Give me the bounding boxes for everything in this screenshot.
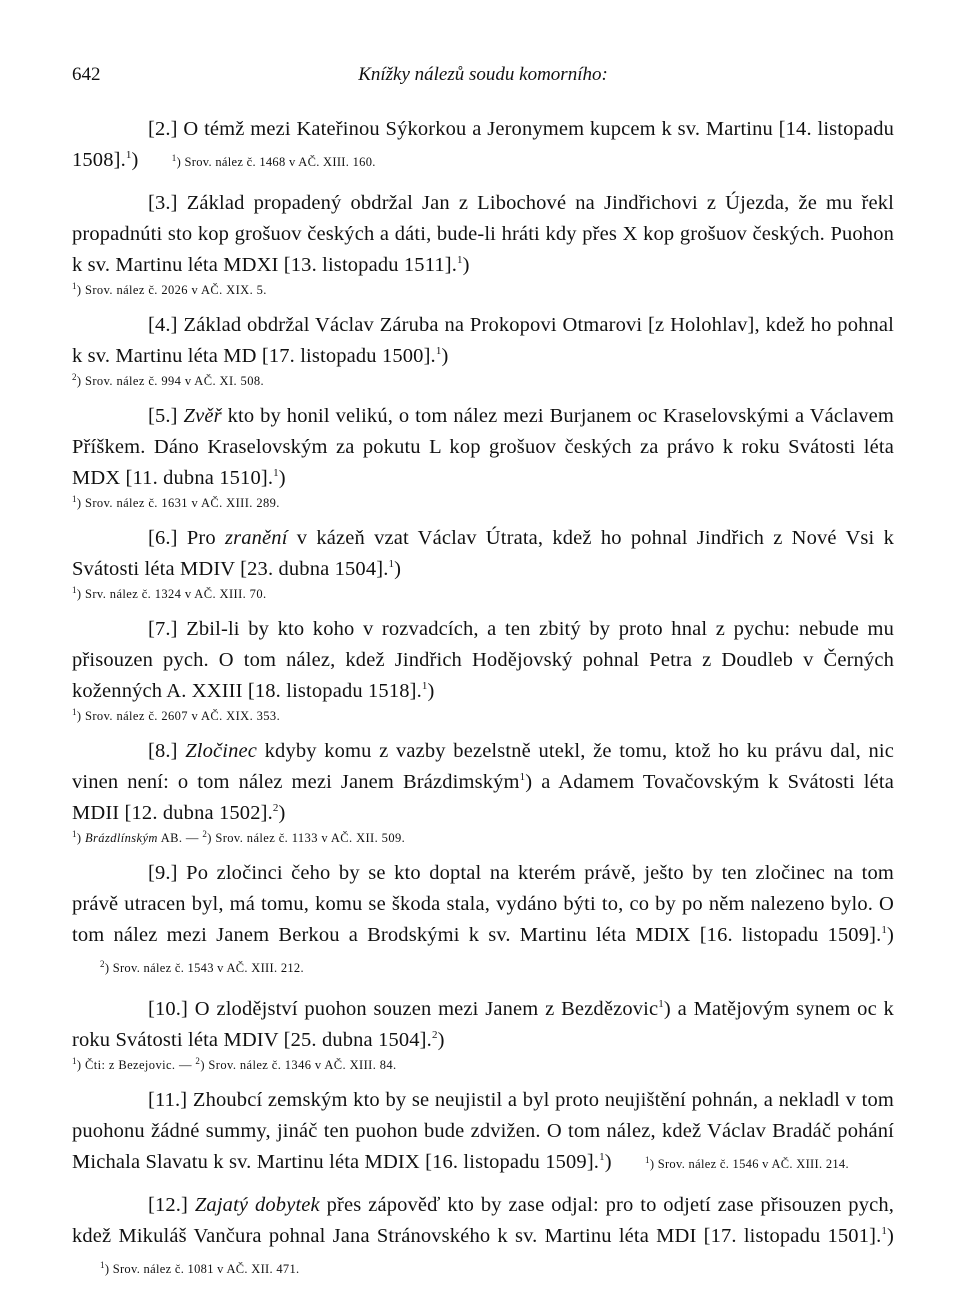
- footnote: $^1$) Srv. nález č. 1324 v AČ. XIII. 70.: [72, 584, 267, 601]
- entry-number: [5.]: [148, 405, 178, 427]
- entry-number: [11.]: [148, 1089, 188, 1111]
- entry-text: Základ obdržal Václav Záruba na Prokopovi Otmarovi [z Holohlav], kdež ho pohnal k sv. Martinu léta MD [17. listopadu 1500].: [72, 314, 894, 367]
- entry-number: [10.]: [148, 998, 189, 1020]
- footnote-ref: 1: [658, 998, 664, 1011]
- footnote-ref: 1: [457, 254, 463, 267]
- page: [72, 64, 894, 1295]
- entry-2: [2.] O témž mezi Kateřinou Sýkorkou a Jeronymem kupcem k sv. Martinu [14. listopadu 1508].$^1$) $^1$) Srov. nález č. 1468 v AČ. XIII. 160.: [72, 118, 894, 171]
- entry-text: kto by honil velikú, o tom nález mezi Burjanem oc Kraselovskými a Václavem Příškem. Dáno Kraselovským za pokutu L kop grošuov českých za právo k roku Svátosti léta MDX [11. dubna 1510].: [72, 405, 895, 489]
- footnote: $^1$) Brázdlínským AB. — $^2$) Srov. nález č. 1133 v AČ. XII. 509.: [72, 828, 406, 845]
- entry-text: O zlodějství puohon souzen mezi Janem z Bezdězovic: [194, 998, 659, 1020]
- entry-text: Zbil-li by kto koho v rozvadcích, a ten zbitý by proto hnal z pychu: nebude mu přisouzen pych. O tom nález, kdež Jindřich Hodějovský pohnal Petra z Doudleb v Černých koženných A. XXIII [18. listopadu 1518].: [72, 618, 894, 702]
- footnote: $^1$) Srov. nález č. 1081 v AČ. XII. 471.: [100, 1259, 300, 1276]
- footnote-ref: 1: [881, 1225, 888, 1238]
- footnote-ref: 1: [599, 1151, 605, 1164]
- footnote: $^1$) Srov. nález č. 1631 v AČ. XIII. 289.: [72, 493, 280, 510]
- entries: [72, 114, 894, 1285]
- entry-9: [9.] Po zločinci čeho by se kto doptal na kterém právě, ješto by ten zločinec na tom právě utracen byl, má tomu, komu se škoda stala, vydáno býti to, co by po něm nalezeno bylo. O tom nález mezi Janem Berkou a Brodskými k sv. Martinu léta MDIX [16. listopadu 1509].$^1$) $^2$) Srov. nález č. 1543 v AČ. XIII. 212.: [72, 862, 895, 975]
- entry-3: [3.] Základ propadený obdržal Jan z Libochové na Jindřichovi z Újezda, že mu řekl propadnúti sto kop grošuov českých a dáti, bude-li hráti kdy přes X kop grošuov českých. Puohon k sv. Martinu léta MDXI [13. listopadu 1511].$^1$) $^1$) Srov. nález č. 2026 v AČ. XIX. 5.: [72, 188, 894, 300]
- footnote-ref: 1: [273, 467, 279, 480]
- entry-text: a Adamem Tovačovským k Svátosti léta MDII [12. dubna 1502].: [72, 771, 894, 824]
- entry-text: Základ propadený obdržal Jan z Libochové na Jindřichovi z Újezda, že mu řekl propadnúti sto kop grošuov českých a dáti, bude-li hráti kdy přes X kop grošuov českých. Puohon k sv. Martinu léta MDXI [13. listopadu 1511].: [72, 192, 895, 276]
- footnote-ref: 1: [881, 924, 888, 937]
- entry-text: Po zločinci čeho by se kto doptal na kterém právě, ješto by ten zločinec na tom právě utracen byl, má tomu, komu se škoda stala, vydáno býti to, co by po něm nalezeno bylo. O tom nález mezi Janem Berkou a Brodskými k sv. Martinu léta MDIX [16. listopadu 1509].: [72, 862, 895, 946]
- footnote-ref: 1: [388, 558, 395, 571]
- entry-8: [8.] Zločinec kdyby komu z vazby bezelstně utekl, že tomu, ktož ho ku právu dal, nic vinen není: o tom nález mezi Janem Brázdimským$^1$) a Adamem Tovačovským k Svátosti léta MDII [12. dubna 1502].$^2$) $^1$) Brázdlínským AB. — $^2$) Srov. nález č. 1133 v AČ. XII. 509.: [72, 736, 894, 848]
- footnote-ref: 1: [519, 771, 526, 784]
- entry-text: O témž mezi Kateřinou Sýkorkou a Jeronymem kupcem k sv. Martinu [14. listopadu 1508].: [72, 118, 894, 171]
- entry-keyword: Zajatý dobytek: [194, 1194, 320, 1216]
- entry-number: [4.]: [148, 314, 178, 336]
- entry-number: [9.]: [148, 862, 178, 884]
- entry-keyword: Zločinec: [185, 740, 258, 762]
- footnote-ref: 1: [435, 345, 442, 358]
- entry-text: a Matějovým synem oc k roku Svátosti léta MDIV [25. dubna 1504].: [72, 998, 894, 1051]
- footnote: $^1$) Srov. nález č. 1546 v AČ. XIII. 214.: [645, 1154, 849, 1171]
- entry-number: [3.]: [148, 192, 178, 214]
- entry-5: [5.] Zvěř kto by honil velikú, o tom nález mezi Burjanem oc Kraselovskými a Václavem Příškem. Dáno Kraselovským za pokutu L kop grošuov českých za právo k roku Svátosti léta MDX [11. dubna 1510].$^1$) $^1$) Srov. nález č. 1631 v AČ. XIII. 289.: [72, 401, 894, 513]
- running-title: Knížky nálezů soudu komorního:: [358, 64, 608, 85]
- footnote: $^1$) Srov. nález č. 1468 v AČ. XIII. 160.: [171, 152, 376, 169]
- page-header: [72, 64, 894, 98]
- entry-4: [4.] Základ obdržal Václav Záruba na Prokopovi Otmarovi [z Holohlav], kdež ho pohnal k sv. Martinu léta MD [17. listopadu 1500].$^1$) $^2$) Srov. nález č. 994 v AČ. XI. 508.: [72, 310, 894, 391]
- footnote: $^1$) Srov. nález č. 2607 v AČ. XIX. 353.: [72, 706, 281, 723]
- entry-11: [11.] Zhoubcí zemským kto by se neujistil a byl proto neujištění pohnán, a nekladl v tom puohonu žádné summy, jináč ten puohon bude zdvižen. O tom nález, kdež Václav Bradáč pohání Michala Slavatu k sv. Martinu léta MDIX [16. listopadu 1509].$^1$) $^1$) Srov. nález č. 1546 v AČ. XIII. 214.: [72, 1089, 894, 1173]
- entry-12: [12.] Zajatý dobytek přes zápověď kto by zase odjal: pro to odjetí zase přisouzen pych, kdež Mikuláš Vančura pohnal Jana Stránovského k sv. Martinu léta MDI [17. listopadu 1501].$^1$) $^1$) Srov. nález č. 1081 v AČ. XII. 471.: [72, 1194, 895, 1276]
- entry-number: [6.]: [148, 527, 178, 549]
- footnote-ref: 1: [421, 680, 428, 693]
- footnote: $^2$) Srov. nález č. 994 v AČ. XI. 508.: [72, 371, 265, 388]
- page-number: 642: [72, 64, 101, 85]
- entry-text: v kázeň vzat Václav Útrata, kdež ho pohnal Jindřich z Nové Vsi k Svátosti léta MDIV [23. dubna 1504].: [72, 527, 894, 580]
- footnote: $^1$) Srov. nález č. 2026 v AČ. XIX. 5.: [72, 280, 267, 297]
- footnote-ref: 2: [431, 1029, 438, 1042]
- entry-10: [10.] O zlodějství puohon souzen mezi Janem z Bezdězovic$^1$) a Matějovým synem oc k roku Svátosti léta MDIV [25. dubna 1504].$^2$) $^1$) Čti: z Bezejovic. — $^2$) Srov. nález č. 1346 v AČ. XIII. 84.: [72, 994, 894, 1075]
- footnote: $^2$) Srov. nález č. 1543 v AČ. XIII. 212.: [100, 958, 304, 975]
- entry-text: kdyby komu z vazby bezelstně utekl, že tomu, ktož ho ku právu dal, nic vinen není: o tom nález mezi Janem Brázdimským: [72, 740, 894, 793]
- entry-number: [12.]: [148, 1194, 189, 1216]
- entry-keyword: Zvěř: [183, 405, 222, 427]
- entry-keyword: zranění: [224, 527, 288, 549]
- entry-number: [7.]: [148, 618, 178, 640]
- footnote: $^1$) Čti: z Bezejovic. — $^2$) Srov. nález č. 1346 v AČ. XIII. 84.: [72, 1055, 397, 1072]
- entry-text: přes zápověď kto by zase odjal: pro to odjetí zase přisouzen pych, kdež Mikuláš Vančura pohnal Jana Stránovského k sv. Martinu léta MDI [17. listopadu 1501].: [72, 1194, 895, 1247]
- entry-7: [7.] Zbil-li by kto koho v rozvadcích, a ten zbitý by proto hnal z pychu: nebude mu přisouzen pych. O tom nález, kdež Jindřich Hodějovský pohnal Petra z Doudleb v Černých koženných A. XXIII [18. listopadu 1518].$^1$) $^1$) Srov. nález č. 2607 v AČ. XIX. 353.: [72, 614, 894, 726]
- entry-6: [6.] Pro zranění v kázeň vzat Václav Útrata, kdež ho pohnal Jindřich z Nové Vsi k Svátosti léta MDIV [23. dubna 1504].$^1$) $^1$) Srv. nález č. 1324 v AČ. XIII. 70.: [72, 523, 894, 604]
- entry-number: [2.]: [148, 118, 178, 140]
- entry-text: Zhoubcí zemským kto by se neujistil a byl proto neujištění pohnán, a nekladl v tom puohonu žádné summy, jináč ten puohon bude zdvižen. O tom nález, kdež Václav Bradáč pohání Michala Slavatu k sv. Martinu léta MDIX [16. listopadu 1509].: [72, 1089, 894, 1173]
- footnote-ref: 2: [272, 802, 279, 815]
- footnote-ref: 1: [125, 149, 132, 162]
- entry-number: [8.]: [148, 740, 178, 762]
